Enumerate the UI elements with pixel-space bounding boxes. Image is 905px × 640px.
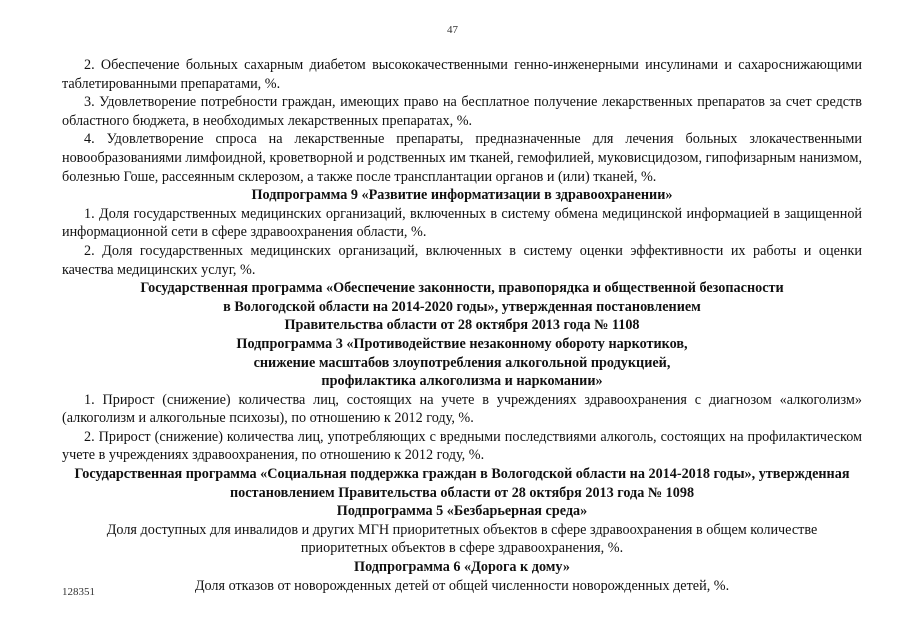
- subprogram-5-heading: Подпрограмма 5 «Безбарьерная среда»: [336, 503, 588, 520]
- paragraph-alcoholism-1: 1. Прирост (снижение) количества лиц, состоящих на учете в учреждениях здравоохранения с диагнозом «алкоголизм» (алкоголизм и алкогольные психозы), по отношению к 2012 году, %.: [62, 391, 862, 427]
- paragraph-item-3: 3. Удовлетворение потребности граждан, имеющих право на бесплатное получение лекарственных препаратов за счет средств областного бюджета, в необходимых лекарственных препаратах, %.: [62, 94, 862, 129]
- state-program-legality-heading-line-3: Правительства области от 28 октября 2013 года № 1108: [284, 317, 640, 334]
- subprogram-3-heading-line-2: снижение масштабов злоупотребления алкогольной продукцией,: [253, 354, 671, 371]
- state-program-social-support-heading: Государственная программа «Социальная поддержка граждан в Вологодской области на 2014-2018 годы», утвержденная постановлением Правительства области от 28 октября 2013 года № 1098: [74, 466, 850, 501]
- barrier-free-indicator: Доля доступных для инвалидов и других МГН приоритетных объектов в сфере здравоохранения в общем количестве приоритетных объектов в сфере здравоохранения, %.: [106, 521, 818, 557]
- paragraph-alcoholism-2: 2. Прирост (снижение) количества лиц, употребляющих с вредными последствиями алкоголь, состоящих на профилактическом учете в учреждениях здравоохранения, по отношению к 2012 году, %.: [62, 428, 862, 464]
- newborn-refusal-indicator: Доля отказов от новорожденных детей от общей численности новорожденных детей, %.: [194, 577, 730, 594]
- state-program-legality-heading-line-1: Государственная программа «Обеспечение законности, правопорядка и общественной безопасности: [140, 280, 784, 297]
- paragraph-item-2: 2. Обеспечение больных сахарным диабетом высококачественными генно-инженерными инсулинами и сахароснижающими таблетированными препаратами, %.: [62, 57, 862, 92]
- paragraph-informatization-2: 2. Доля государственных медицинских организаций, включенных в систему оценки эффективности их работы и оценки качества медицинских услуг, %.: [62, 242, 862, 278]
- paragraph-informatization-1: 1. Доля государственных медицинских организаций, включенных в систему обмена медицинской информацией в защищенной информационной сети в сфере здравоохранения области, %.: [62, 205, 862, 241]
- document-body: [62, 56, 862, 595]
- subprogram-9-heading: Подпрограмма 9 «Развитие информатизации в здравоохранении»: [251, 187, 673, 204]
- subprogram-3-heading-line-3: профилактика алкоголизма и наркомании»: [321, 373, 603, 390]
- paragraph-item-4: 4. Удовлетворение спроса на лекарственные препараты, предназначенные для лечения больных злокачественными новообразованиями лимфоидной, кроветворной и родственных им тканей, гемофилией, муковисцидозом, гипофизарным нанизмом, болезнью Гоше, рассеянным склерозом, а также после трансплантации органов и (или) тканей, %.: [62, 131, 862, 185]
- subprogram-6-heading: Подпрограмма 6 «Дорога к дому»: [354, 559, 570, 576]
- state-program-legality-heading-line-2: в Вологодской области на 2014-2020 годы», утвержденная постановлением: [223, 298, 701, 315]
- page-number: 47: [447, 24, 458, 36]
- document-code: 128351: [62, 586, 95, 598]
- subprogram-3-heading-line-1: Подпрограмма 3 «Противодействие незаконному обороту наркотиков,: [236, 335, 688, 352]
